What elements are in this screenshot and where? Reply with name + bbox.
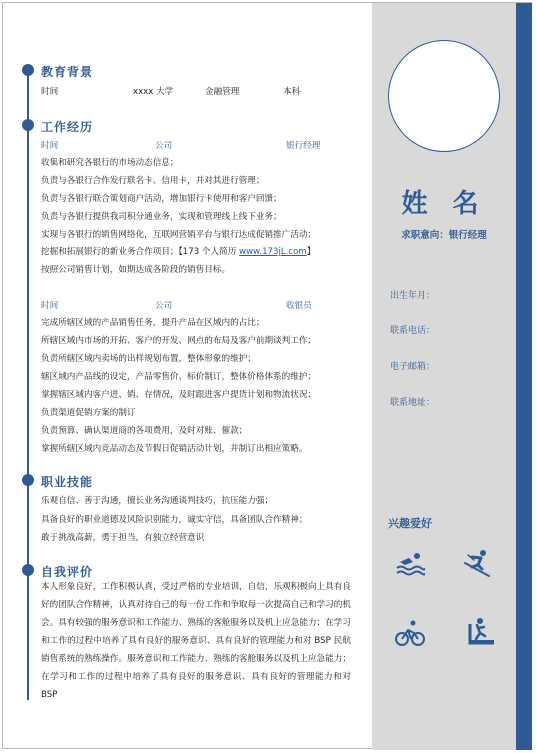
section-heading-skills: 职业技能 [41, 475, 94, 489]
timeline-dot-self [22, 564, 34, 576]
education-major: 金融管理 [205, 87, 240, 97]
swimming-icon [395, 548, 425, 578]
info-address: 联系地址： [390, 398, 436, 408]
job2-time: 时间 [41, 301, 59, 311]
website-link[interactable]: www.173jL.com [239, 247, 307, 257]
job-objective: 求职意向：银行经理 [401, 230, 487, 241]
job1-duty: 负责与各银行提供我司积分通业务，实现和管理线上线下业务； [41, 212, 282, 222]
candidate-name: 姓 名 [401, 189, 487, 219]
education-time: 时间 [41, 87, 59, 97]
treadmill-icon [466, 616, 496, 646]
skill-item: 具备良好的职业道德及风险识别能力，诚实守信，具备团队合作精神； [41, 515, 308, 525]
job2-duty: 掌握辖区域内客户进、销、存情况，及时跟进客户提货计划和物流状况； [41, 390, 317, 400]
job2-duty: 完成所辖区域的产品销售任务，提升产品在区域内的占比； [41, 318, 265, 328]
hobbies-title: 兴趣爱好 [388, 517, 432, 530]
timeline-line [27, 68, 29, 700]
sidebar-accent-strip [516, 3, 532, 750]
job2-duty: 负责所辖区域内卖场的出样规划布置，整体形象的维护； [41, 354, 256, 364]
skiing-icon [462, 548, 492, 578]
skill-item: 敢于挑战高薪，勇于担当，有独立经营意识 [41, 533, 205, 543]
job2-duty: 掌握所辖区域内竞品动态及节假日促销活动计划，并制订出相应策略。 [41, 444, 308, 454]
job1-duty: 实现与各银行的销售网络化，互联网营销平台与银行达成促销推广活动； [41, 230, 317, 240]
job2-duty: 辖区域内产品线的设定，产品零售价、标价制订，整体价格体系的维护； [41, 372, 317, 382]
skill-item: 乐观自信、善于沟通，擅长业务沟通谈判技巧，抗压能力强； [41, 496, 274, 506]
job1-duty: 收集和研究各银行的市场动态信息； [41, 158, 179, 168]
section-heading-self: 自我评价 [41, 565, 94, 579]
education-school: xxxx 大学 [133, 87, 174, 97]
job1-title: 银行经理 [286, 141, 321, 151]
job1-duty-suffix: 】 [306, 247, 316, 257]
job1-duty-with-link [41, 245, 315, 257]
job1-duty: 负责与各银行合作发行联名卡、信用卡，并对其进行管理； [41, 176, 265, 186]
section-heading-work: 工作经历 [41, 120, 94, 134]
timeline-dot-education [22, 64, 34, 76]
job2-duty: 所辖区域内市场的开拓、客户的开发、网点的布局及客户前期谈判工作； [41, 336, 317, 346]
job2-duty: 负责预算、确认渠道商的各项费用，及时对账、催款； [41, 426, 248, 436]
info-email: 电子邮箱： [390, 362, 436, 372]
timeline-dot-skills [22, 474, 34, 486]
section-heading-education: 教育背景 [41, 65, 94, 79]
job2-duty: 负责渠道促销方案的制订 [41, 408, 136, 418]
timeline-dot-work [22, 119, 34, 131]
job2-company: 公司 [155, 301, 173, 311]
photo-placeholder [388, 40, 500, 152]
job2-title: 收银员 [286, 301, 312, 311]
job1-time: 时间 [41, 141, 59, 151]
job1-company: 公司 [155, 141, 173, 151]
job1-duty-prefix: 挖掘和拓展银行的新业务合作项目；【173 个人简历 [41, 247, 240, 257]
self-evaluation-text: 本人形象良好，工作积极认真，受过严格的专业培训，自信，乐观积极向上具有良好的团队合作精神，认真对待自己的每一份工作和争取每一次提高自己和学习的机会。具有较强的服务意识和工作能力、熟练的客舱服务以及机上应急能力；在学习和工作的过程中培养了具有良好的服务意识、具有良好的管理能力和对 BSP 民航销售系统的熟练操作。服务意识和工作能力、熟练的客舱服务以及机上应急能力；在学习和工作的过程中培养了具有良好的服务意识、具有良好的管理能力和对 BSP [41, 582, 351, 700]
job1-duty: 按照公司销售计划，如期达成各阶段的销售目标。 [41, 265, 231, 275]
education-degree: 本科 [283, 87, 301, 97]
job1-duty: 负责与各银行联合策划商户活动，增加银行卡使用和客户回馈； [41, 194, 282, 204]
cycling-icon [395, 618, 425, 648]
info-phone: 联系电话： [390, 326, 436, 336]
info-birth: 出生年月： [390, 291, 436, 301]
